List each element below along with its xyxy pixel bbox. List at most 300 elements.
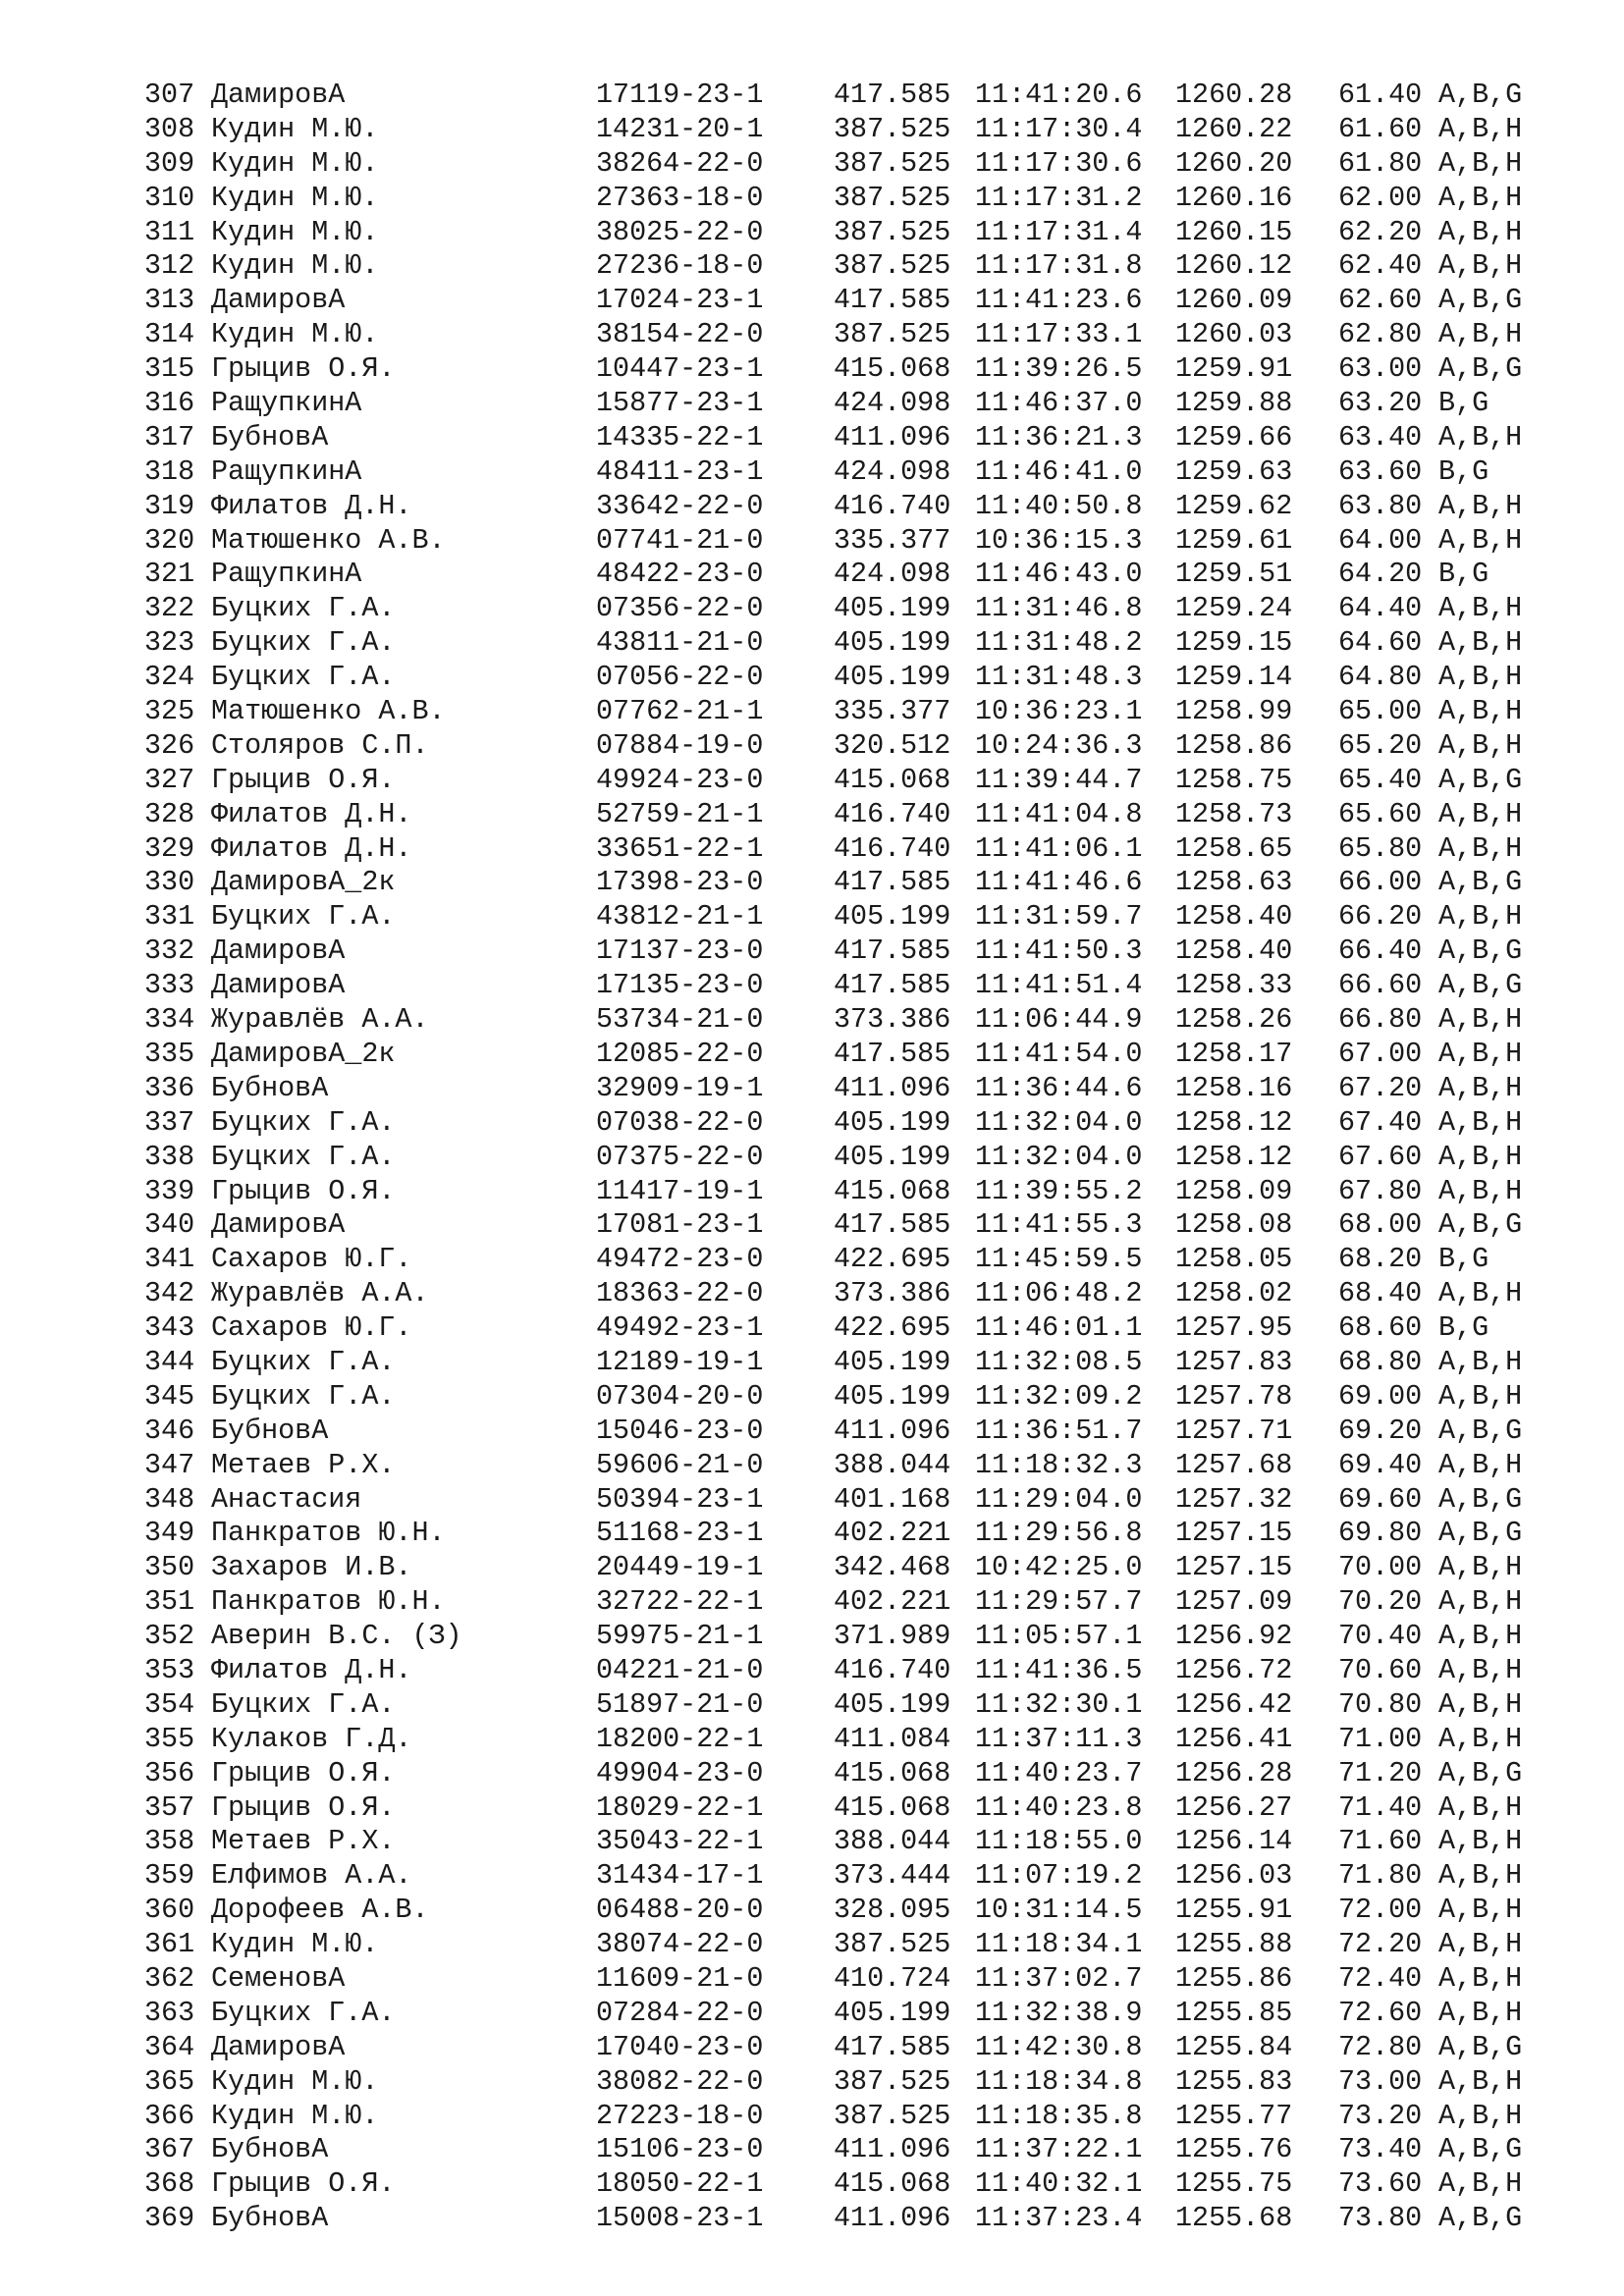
table-row xyxy=(144,79,1624,113)
table-row xyxy=(144,1859,1624,1894)
distance-cell: 422.695 xyxy=(834,1311,951,1345)
speed-cell: 1260.15 xyxy=(1175,215,1293,248)
table-row xyxy=(144,1277,1624,1311)
arrival-time-cell: 11:36:51.7 xyxy=(975,1414,1143,1447)
distance-cell: 424.098 xyxy=(834,454,951,488)
arrival-time-cell: 11:18:35.8 xyxy=(975,2099,1143,2132)
speed-cell: 1259.91 xyxy=(1175,352,1293,386)
class-cell: A,B,H xyxy=(1438,1961,1523,1995)
table-row xyxy=(144,249,1624,284)
rank-cell: 351 xyxy=(144,1585,195,1619)
ring-id-cell: 15046-23-0 xyxy=(596,1414,764,1447)
points-cell: 67.60 xyxy=(1338,1140,1423,1173)
points-cell: 69.40 xyxy=(1338,1448,1423,1481)
ring-id-cell: 38082-22-0 xyxy=(596,2064,764,2098)
name-cell: Кудин М.Ю. xyxy=(211,249,379,283)
class-cell: A,B,H xyxy=(1438,1379,1523,1413)
class-cell: A,B,H xyxy=(1438,181,1523,214)
table-row xyxy=(144,1654,1624,1688)
table-row xyxy=(144,284,1624,318)
table-row xyxy=(144,695,1624,729)
arrival-time-cell: 11:31:59.7 xyxy=(975,900,1143,934)
rank-cell: 317 xyxy=(144,420,195,454)
speed-cell: 1258.65 xyxy=(1175,831,1293,865)
speed-cell: 1259.88 xyxy=(1175,387,1293,420)
class-cell: A,B,G xyxy=(1438,763,1523,796)
speed-cell: 1258.17 xyxy=(1175,1037,1293,1070)
arrival-time-cell: 11:29:57.7 xyxy=(975,1585,1143,1619)
ring-id-cell: 32722-22-1 xyxy=(596,1585,764,1619)
rank-cell: 325 xyxy=(144,695,195,728)
table-row xyxy=(144,216,1624,250)
speed-cell: 1259.62 xyxy=(1175,489,1293,522)
arrival-time-cell: 11:31:46.8 xyxy=(975,592,1143,625)
name-cell: Анастасия xyxy=(211,1482,362,1516)
ring-id-cell: 32909-19-1 xyxy=(596,1071,764,1104)
arrival-time-cell: 11:17:30.4 xyxy=(975,112,1143,145)
rank-cell: 347 xyxy=(144,1448,195,1481)
points-cell: 62.80 xyxy=(1338,318,1423,351)
ring-id-cell: 20449-19-1 xyxy=(596,1551,764,1584)
table-row xyxy=(144,1688,1624,1723)
arrival-time-cell: 11:41:54.0 xyxy=(975,1037,1143,1070)
distance-cell: 415.068 xyxy=(834,352,951,386)
points-cell: 62.20 xyxy=(1338,215,1423,248)
table-row xyxy=(144,1723,1624,1757)
points-cell: 62.60 xyxy=(1338,284,1423,317)
distance-cell: 417.585 xyxy=(834,284,951,317)
speed-cell: 1255.75 xyxy=(1175,2167,1293,2201)
class-cell: A,B,H xyxy=(1438,695,1523,728)
arrival-time-cell: 11:18:34.1 xyxy=(975,1928,1143,1961)
speed-cell: 1256.03 xyxy=(1175,1859,1293,1893)
class-cell: A,B,H xyxy=(1438,1722,1523,1755)
class-cell: A,B,G xyxy=(1438,352,1523,386)
ring-id-cell: 50394-23-1 xyxy=(596,1482,764,1516)
points-cell: 72.60 xyxy=(1338,1996,1423,2029)
rank-cell: 318 xyxy=(144,454,195,488)
class-cell: A,B,G xyxy=(1438,1517,1523,1550)
name-cell: БубновА xyxy=(211,2133,329,2166)
table-row xyxy=(144,866,1624,900)
table-row xyxy=(144,490,1624,524)
speed-cell: 1257.78 xyxy=(1175,1379,1293,1413)
points-cell: 66.00 xyxy=(1338,866,1423,899)
points-cell: 61.40 xyxy=(1338,79,1423,111)
class-cell: A,B,G xyxy=(1438,1482,1523,1516)
distance-cell: 411.084 xyxy=(834,1722,951,1755)
speed-cell: 1258.63 xyxy=(1175,866,1293,899)
ring-id-cell: 07884-19-0 xyxy=(596,728,764,762)
rank-cell: 352 xyxy=(144,1620,195,1653)
arrival-time-cell: 11:31:48.3 xyxy=(975,661,1143,694)
table-row xyxy=(144,1346,1624,1380)
table-row xyxy=(144,1791,1624,1826)
ring-id-cell: 43812-21-1 xyxy=(596,900,764,934)
name-cell: Буцких Г.А. xyxy=(211,1345,396,1378)
arrival-time-cell: 11:41:23.6 xyxy=(975,284,1143,317)
points-cell: 73.80 xyxy=(1338,2202,1423,2235)
speed-cell: 1258.02 xyxy=(1175,1277,1293,1310)
ring-id-cell: 15008-23-1 xyxy=(596,2202,764,2235)
name-cell: БубновА xyxy=(211,420,329,454)
class-cell: A,B,G xyxy=(1438,1756,1523,1789)
speed-cell: 1257.68 xyxy=(1175,1448,1293,1481)
speed-cell: 1260.22 xyxy=(1175,112,1293,145)
distance-cell: 424.098 xyxy=(834,387,951,420)
name-cell: Буцких Г.А. xyxy=(211,1996,396,2029)
name-cell: Дорофеев А.В. xyxy=(211,1894,429,1927)
arrival-time-cell: 11:36:44.6 xyxy=(975,1071,1143,1104)
arrival-time-cell: 11:07:19.2 xyxy=(975,1859,1143,1893)
rank-cell: 320 xyxy=(144,523,195,557)
arrival-time-cell: 11:41:50.3 xyxy=(975,934,1143,968)
distance-cell: 373.444 xyxy=(834,1859,951,1893)
arrival-time-cell: 10:36:23.1 xyxy=(975,695,1143,728)
speed-cell: 1257.95 xyxy=(1175,1311,1293,1345)
class-cell: A,B,H xyxy=(1438,489,1523,522)
ring-id-cell: 12085-22-0 xyxy=(596,1037,764,1070)
points-cell: 68.00 xyxy=(1338,1208,1423,1242)
rank-cell: 344 xyxy=(144,1345,195,1378)
points-cell: 66.60 xyxy=(1338,969,1423,1002)
points-cell: 69.80 xyxy=(1338,1517,1423,1550)
table-row xyxy=(144,1380,1624,1415)
points-cell: 71.40 xyxy=(1338,1790,1423,1824)
name-cell: БубновА xyxy=(211,1414,329,1447)
ring-id-cell: 07056-22-0 xyxy=(596,661,764,694)
distance-cell: 416.740 xyxy=(834,797,951,830)
rank-cell: 311 xyxy=(144,215,195,248)
ring-id-cell: 17137-23-0 xyxy=(596,934,764,968)
arrival-time-cell: 11:17:31.2 xyxy=(975,181,1143,214)
arrival-time-cell: 11:06:48.2 xyxy=(975,1277,1143,1310)
table-row xyxy=(144,832,1624,867)
table-row xyxy=(144,2031,1624,2065)
speed-cell: 1260.28 xyxy=(1175,79,1293,111)
distance-cell: 417.585 xyxy=(834,969,951,1002)
ring-id-cell: 17081-23-1 xyxy=(596,1208,764,1242)
arrival-time-cell: 11:41:04.8 xyxy=(975,797,1143,830)
distance-cell: 416.740 xyxy=(834,1653,951,1686)
ring-id-cell: 38154-22-0 xyxy=(596,318,764,351)
points-cell: 71.20 xyxy=(1338,1756,1423,1789)
distance-cell: 405.199 xyxy=(834,1379,951,1413)
points-cell: 64.20 xyxy=(1338,558,1423,591)
distance-cell: 405.199 xyxy=(834,1996,951,2029)
distance-cell: 387.525 xyxy=(834,146,951,180)
speed-cell: 1259.63 xyxy=(1175,454,1293,488)
distance-cell: 335.377 xyxy=(834,523,951,557)
distance-cell: 387.525 xyxy=(834,318,951,351)
results-table xyxy=(144,79,1624,2236)
table-row xyxy=(144,1620,1624,1654)
points-cell: 63.60 xyxy=(1338,454,1423,488)
arrival-time-cell: 11:17:31.4 xyxy=(975,215,1143,248)
name-cell: Кудин М.Ю. xyxy=(211,1928,379,1961)
name-cell: ДамировА xyxy=(211,79,346,111)
arrival-time-cell: 11:37:22.1 xyxy=(975,2133,1143,2166)
rank-cell: 340 xyxy=(144,1208,195,1242)
arrival-time-cell: 11:31:48.2 xyxy=(975,626,1143,660)
distance-cell: 387.525 xyxy=(834,249,951,283)
ring-id-cell: 17119-23-1 xyxy=(596,79,764,111)
rank-cell: 356 xyxy=(144,1756,195,1789)
table-row xyxy=(144,1106,1624,1141)
distance-cell: 422.695 xyxy=(834,1243,951,1276)
speed-cell: 1255.91 xyxy=(1175,1894,1293,1927)
ring-id-cell: 10447-23-1 xyxy=(596,352,764,386)
rank-cell: 321 xyxy=(144,558,195,591)
distance-cell: 405.199 xyxy=(834,626,951,660)
distance-cell: 411.096 xyxy=(834,1414,951,1447)
name-cell: Буцких Г.А. xyxy=(211,661,396,694)
name-cell: Кудин М.Ю. xyxy=(211,112,379,145)
ring-id-cell: 18363-22-0 xyxy=(596,1277,764,1310)
class-cell: A,B,H xyxy=(1438,420,1523,454)
arrival-time-cell: 11:41:20.6 xyxy=(975,79,1143,111)
points-cell: 69.00 xyxy=(1338,1379,1423,1413)
ring-id-cell: 38025-22-0 xyxy=(596,215,764,248)
points-cell: 68.20 xyxy=(1338,1243,1423,1276)
rank-cell: 316 xyxy=(144,387,195,420)
points-cell: 64.80 xyxy=(1338,661,1423,694)
name-cell: Филатов Д.Н. xyxy=(211,831,412,865)
rank-cell: 339 xyxy=(144,1174,195,1207)
ring-id-cell: 14231-20-1 xyxy=(596,112,764,145)
distance-cell: 320.512 xyxy=(834,728,951,762)
class-cell: A,B,H xyxy=(1438,146,1523,180)
rank-cell: 369 xyxy=(144,2202,195,2235)
distance-cell: 387.525 xyxy=(834,112,951,145)
points-cell: 67.40 xyxy=(1338,1105,1423,1139)
arrival-time-cell: 11:40:32.1 xyxy=(975,2167,1143,2201)
class-cell: A,B,H xyxy=(1438,797,1523,830)
speed-cell: 1259.15 xyxy=(1175,626,1293,660)
speed-cell: 1257.83 xyxy=(1175,1345,1293,1378)
points-cell: 73.40 xyxy=(1338,2133,1423,2166)
arrival-time-cell: 11:39:44.7 xyxy=(975,763,1143,796)
table-row xyxy=(144,147,1624,182)
ring-id-cell: 49924-23-0 xyxy=(596,763,764,796)
rank-cell: 333 xyxy=(144,969,195,1002)
distance-cell: 405.199 xyxy=(834,1687,951,1721)
name-cell: Столяров С.П. xyxy=(211,728,429,762)
name-cell: Елфимов А.А. xyxy=(211,1859,412,1893)
name-cell: Кудин М.Ю. xyxy=(211,318,379,351)
rank-cell: 366 xyxy=(144,2099,195,2132)
name-cell: Буцких Г.А. xyxy=(211,1140,396,1173)
name-cell: ДамировА_2к xyxy=(211,1037,396,1070)
arrival-time-cell: 10:24:36.3 xyxy=(975,728,1143,762)
distance-cell: 417.585 xyxy=(834,866,951,899)
class-cell: A,B,H xyxy=(1438,1894,1523,1927)
arrival-time-cell: 11:05:57.1 xyxy=(975,1620,1143,1653)
distance-cell: 388.044 xyxy=(834,1825,951,1858)
ring-id-cell: 59975-21-1 xyxy=(596,1620,764,1653)
ring-id-cell: 52759-21-1 xyxy=(596,797,764,830)
points-cell: 69.20 xyxy=(1338,1414,1423,1447)
table-row xyxy=(144,2065,1624,2100)
points-cell: 61.80 xyxy=(1338,146,1423,180)
ring-id-cell: 33642-22-0 xyxy=(596,489,764,522)
speed-cell: 1255.85 xyxy=(1175,1996,1293,2029)
name-cell: Филатов Д.Н. xyxy=(211,797,412,830)
points-cell: 73.00 xyxy=(1338,2064,1423,2098)
class-cell: A,B,H xyxy=(1438,1105,1523,1139)
speed-cell: 1258.40 xyxy=(1175,900,1293,934)
distance-cell: 405.199 xyxy=(834,661,951,694)
class-cell: A,B,H xyxy=(1438,1996,1523,2029)
rank-cell: 348 xyxy=(144,1482,195,1516)
speed-cell: 1255.86 xyxy=(1175,1961,1293,1995)
points-cell: 65.80 xyxy=(1338,831,1423,865)
speed-cell: 1257.15 xyxy=(1175,1517,1293,1550)
table-row xyxy=(144,661,1624,695)
distance-cell: 416.740 xyxy=(834,831,951,865)
rank-cell: 350 xyxy=(144,1551,195,1584)
ring-id-cell: 18200-22-1 xyxy=(596,1722,764,1755)
class-cell: A,B,G xyxy=(1438,2030,1523,2063)
speed-cell: 1258.33 xyxy=(1175,969,1293,1002)
table-row xyxy=(144,387,1624,421)
table-row xyxy=(144,1415,1624,1449)
ring-id-cell: 43811-21-0 xyxy=(596,626,764,660)
rank-cell: 360 xyxy=(144,1894,195,1927)
name-cell: Кудин М.Ю. xyxy=(211,146,379,180)
rank-cell: 324 xyxy=(144,661,195,694)
ring-id-cell: 49472-23-0 xyxy=(596,1243,764,1276)
speed-cell: 1259.24 xyxy=(1175,592,1293,625)
points-cell: 64.40 xyxy=(1338,592,1423,625)
ring-id-cell: 38264-22-0 xyxy=(596,146,764,180)
table-row xyxy=(144,1208,1624,1243)
ring-id-cell: 07304-20-0 xyxy=(596,1379,764,1413)
name-cell: Буцких Г.А. xyxy=(211,1105,396,1139)
rank-cell: 323 xyxy=(144,626,195,660)
table-row xyxy=(144,113,1624,147)
distance-cell: 387.525 xyxy=(834,181,951,214)
name-cell: ДамировА_2к xyxy=(211,866,396,899)
speed-cell: 1256.14 xyxy=(1175,1825,1293,1858)
rank-cell: 345 xyxy=(144,1379,195,1413)
speed-cell: 1258.75 xyxy=(1175,763,1293,796)
arrival-time-cell: 11:40:23.7 xyxy=(975,1756,1143,1789)
distance-cell: 342.468 xyxy=(834,1551,951,1584)
arrival-time-cell: 11:32:08.5 xyxy=(975,1345,1143,1378)
rank-cell: 336 xyxy=(144,1071,195,1104)
points-cell: 63.80 xyxy=(1338,489,1423,522)
ring-id-cell: 51168-23-1 xyxy=(596,1517,764,1550)
speed-cell: 1258.86 xyxy=(1175,728,1293,762)
points-cell: 65.20 xyxy=(1338,728,1423,762)
name-cell: Матюшенко А.В. xyxy=(211,523,446,557)
speed-cell: 1255.76 xyxy=(1175,2133,1293,2166)
rank-cell: 363 xyxy=(144,1996,195,2029)
class-cell: A,B,H xyxy=(1438,1277,1523,1310)
rank-cell: 359 xyxy=(144,1859,195,1893)
points-cell: 71.60 xyxy=(1338,1825,1423,1858)
class-cell: A,B,G xyxy=(1438,2133,1523,2166)
points-cell: 68.60 xyxy=(1338,1311,1423,1345)
name-cell: Кулаков Г.Д. xyxy=(211,1722,412,1755)
ring-id-cell: 17024-23-1 xyxy=(596,284,764,317)
name-cell: РащупкинА xyxy=(211,454,362,488)
points-cell: 67.80 xyxy=(1338,1174,1423,1207)
arrival-time-cell: 11:40:50.8 xyxy=(975,489,1143,522)
name-cell: Кудин М.Ю. xyxy=(211,215,379,248)
class-cell: A,B,H xyxy=(1438,1037,1523,1070)
rank-cell: 349 xyxy=(144,1517,195,1550)
points-cell: 63.20 xyxy=(1338,387,1423,420)
ring-id-cell: 49904-23-0 xyxy=(596,1756,764,1789)
distance-cell: 387.525 xyxy=(834,215,951,248)
points-cell: 62.40 xyxy=(1338,249,1423,283)
arrival-time-cell: 11:29:04.0 xyxy=(975,1482,1143,1516)
table-row xyxy=(144,1243,1624,1277)
speed-cell: 1257.15 xyxy=(1175,1551,1293,1584)
arrival-time-cell: 11:29:56.8 xyxy=(975,1517,1143,1550)
arrival-time-cell: 11:32:30.1 xyxy=(975,1687,1143,1721)
rank-cell: 365 xyxy=(144,2064,195,2098)
arrival-time-cell: 11:06:44.9 xyxy=(975,1003,1143,1037)
name-cell: РащупкинА xyxy=(211,558,362,591)
table-row xyxy=(144,1175,1624,1209)
table-row xyxy=(144,455,1624,490)
name-cell: Грыцив О.Я. xyxy=(211,352,396,386)
ring-id-cell: 48422-23-0 xyxy=(596,558,764,591)
rank-cell: 364 xyxy=(144,2030,195,2063)
rank-cell: 314 xyxy=(144,318,195,351)
rank-cell: 355 xyxy=(144,1722,195,1755)
points-cell: 65.40 xyxy=(1338,763,1423,796)
table-row xyxy=(144,1517,1624,1551)
arrival-time-cell: 11:41:46.6 xyxy=(975,866,1143,899)
class-cell: A,B,H xyxy=(1438,318,1523,351)
speed-cell: 1258.09 xyxy=(1175,1174,1293,1207)
rank-cell: 327 xyxy=(144,763,195,796)
table-row xyxy=(144,2202,1624,2236)
class-cell: A,B,G xyxy=(1438,2202,1523,2235)
points-cell: 70.40 xyxy=(1338,1620,1423,1653)
name-cell: Журавлёв А.А. xyxy=(211,1277,429,1310)
rank-cell: 329 xyxy=(144,831,195,865)
ring-id-cell: 49492-23-1 xyxy=(596,1311,764,1345)
arrival-time-cell: 11:37:02.7 xyxy=(975,1961,1143,1995)
ring-id-cell: 07038-22-0 xyxy=(596,1105,764,1139)
speed-cell: 1260.09 xyxy=(1175,284,1293,317)
speed-cell: 1259.61 xyxy=(1175,523,1293,557)
table-row xyxy=(144,421,1624,455)
arrival-time-cell: 11:39:55.2 xyxy=(975,1174,1143,1207)
class-cell: A,B,H xyxy=(1438,2167,1523,2201)
ring-id-cell: 35043-22-1 xyxy=(596,1825,764,1858)
arrival-time-cell: 11:17:30.6 xyxy=(975,146,1143,180)
class-cell: A,B,H xyxy=(1438,1585,1523,1619)
class-cell: A,B,H xyxy=(1438,523,1523,557)
name-cell: Буцких Г.А. xyxy=(211,626,396,660)
table-row xyxy=(144,969,1624,1003)
class-cell: A,B,H xyxy=(1438,1345,1523,1378)
arrival-time-cell: 11:32:04.0 xyxy=(975,1105,1143,1139)
points-cell: 70.00 xyxy=(1338,1551,1423,1584)
rank-cell: 313 xyxy=(144,284,195,317)
class-cell: A,B,H xyxy=(1438,592,1523,625)
distance-cell: 402.221 xyxy=(834,1517,951,1550)
speed-cell: 1258.05 xyxy=(1175,1243,1293,1276)
name-cell: ДамировА xyxy=(211,1208,346,1242)
speed-cell: 1255.83 xyxy=(1175,2064,1293,2098)
